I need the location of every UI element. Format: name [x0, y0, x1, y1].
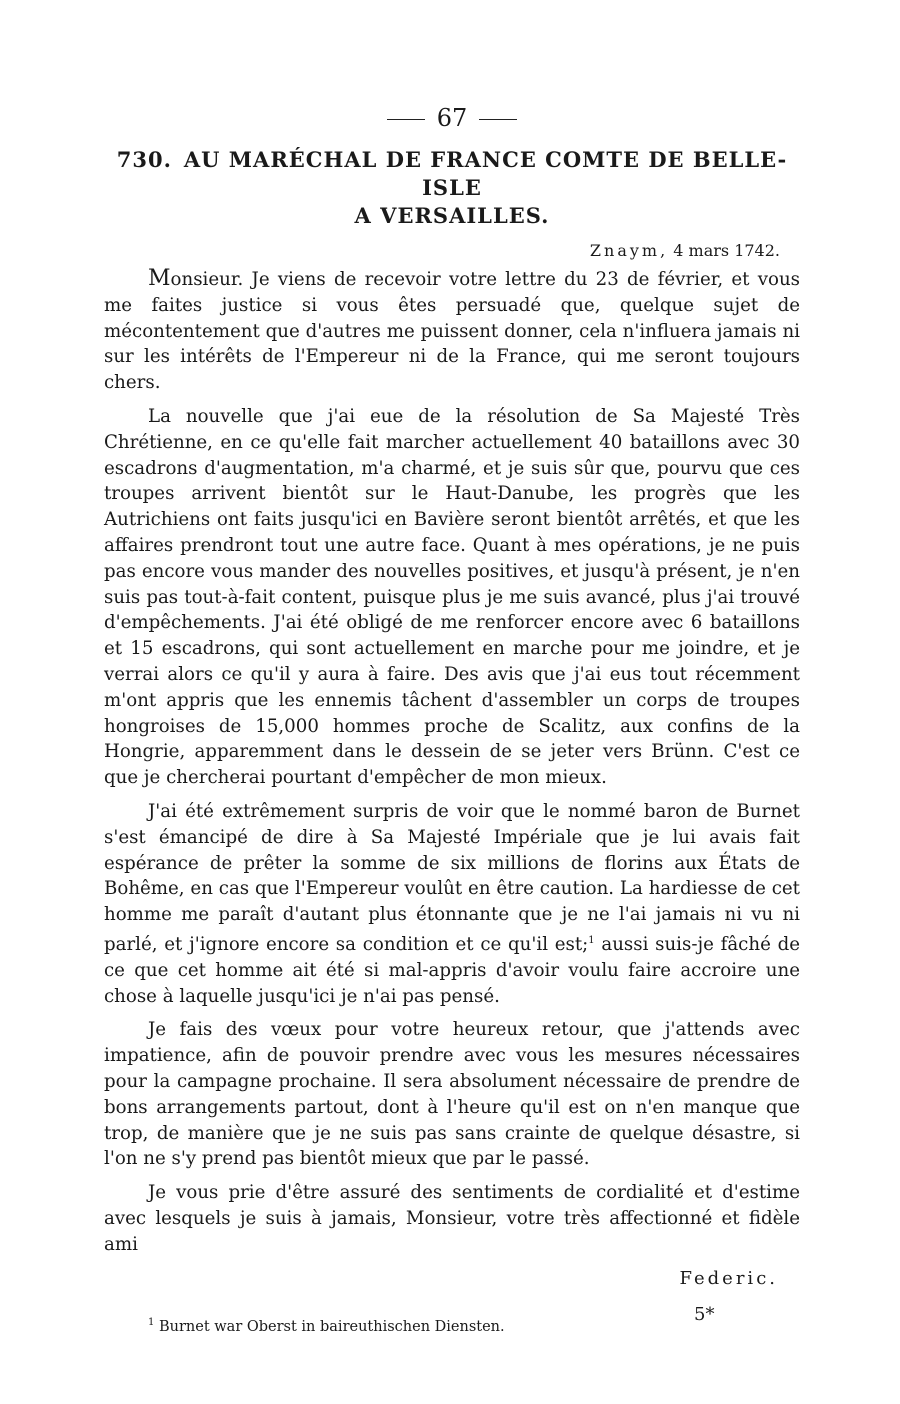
page-number-dash-left	[387, 119, 425, 120]
dateline	[104, 238, 780, 264]
signature: Federic.	[679, 1267, 778, 1289]
paragraph-3-text-b: aussi suis-je fâché de ce que cet homme ait été si mal-appris d'avoir voulu faire accroire une chose à laquelle jusqu'ici je n'ai pas pensé.	[104, 933, 800, 1007]
letter-heading-line1: AU MARÉCHAL DE FRANCE COMTE DE BELLE-ISLE	[183, 147, 788, 200]
dateline-date: 4 mars 1742.	[673, 241, 780, 260]
page-number-text: 67	[436, 104, 468, 132]
page-number-dash-right	[479, 119, 517, 120]
paragraph-2: La nouvelle que j'ai eue de la résolution de Sa Majesté Très Chrétienne, en ce qu'elle fait marcher actuellement 40 bataillons avec 30 escadrons d'augmentation, m'a charmé, et je suis sûr que, pourvu que ces troupes arrivent bientôt sur le Haut-Danube, les progrès que les Autrichiens ont faits jusqu'ici en Bavière seront bientôt arrêtés, et que les affaires prendront tout une autre face. Quant à mes opérations, je ne puis pas encore vous mander des nouvelles positives, et jusqu'à présent, je n'en suis pas tout-à-fait content, puisque plus je me suis avancé, plus j'ai trouvé d'empêchements. J'ai été obligé de me renforcer encore avec 6 bataillons et 15 escadrons, qui sont actuellement en marche pour me joindre, et je verrai alors ce qu'il y aura à faire. Des avis que j'ai eus tout récemment m'ont appris que les ennemis tâchent d'assembler un corps de troupes hongroises de 15,000 hommes proche de Scalitz, aux confins de la Hongrie, apparemment dans le dessein de se jeter vers Brünn. C'est ce que je chercherai pourtant d'empêcher de mon mieux.	[104, 405, 800, 789]
footnote-reference: 1	[588, 934, 595, 946]
paragraph-4: Je fais des vœux pour votre heureux retour, que j'attends avec impatience, afin de pouvoir prendre avec vous les mesures nécessaires pour la campagne prochaine. Il sera absolument nécessaire de prendre de bons arrangements partout, dont à l'heure qu'il est on n'en manque que trop, de manière que je ne suis pas sans crainte de quelque désastre, si l'on ne s'y prend pas bientôt mieux que par le passé.	[104, 1019, 800, 1170]
letter-number: 730.	[116, 147, 172, 172]
letter-heading-line2: A VERSAILLES.	[354, 203, 550, 228]
printer-signature-mark: 5*	[694, 1304, 715, 1325]
letter-heading	[104, 146, 800, 230]
dateline-place: Znaym,	[589, 241, 669, 260]
paragraph-3-text-a: J'ai été extrêmement surpris de voir que le nommé baron de Burnet s'est émancipé de dire à Sa Majesté Impériale que je lui avais fait espérance de prêter la somme de six millions de florins aux États de Bohême, en cas que l'Empereur voulût en être caution. La hardiesse de cet homme me paraît d'autant plus étonnante que je ne l'ai jamais ni vu ni parlé, et j'ignore encore sa condition et ce qu'il est;	[104, 800, 800, 955]
paragraph-1: Monsieur. Je viens de recevoir votre lettre du 23 de février, et vous me faites justice si vous êtes persuadé que, quelque sujet de mécontentement que d'autres me puissent donner, cela n'influera jamais ni sur les intérêts de l'Empereur ni de la France, qui me seront toujours chers.	[104, 266, 800, 394]
paragraph-3	[104, 799, 800, 1009]
document-page	[104, 98, 800, 1337]
paragraph-5: Je vous prie d'être assuré des sentiments de cordialité et d'estime avec lesquels je suis à jamais, Monsieur, votre très affectionné et fidèle ami	[104, 1182, 800, 1255]
footnote-marker: 1	[148, 1316, 155, 1328]
page-number	[104, 98, 800, 138]
footnote-text: Burnet war Oberst in baireuthischen Diensten.	[158, 1318, 505, 1335]
